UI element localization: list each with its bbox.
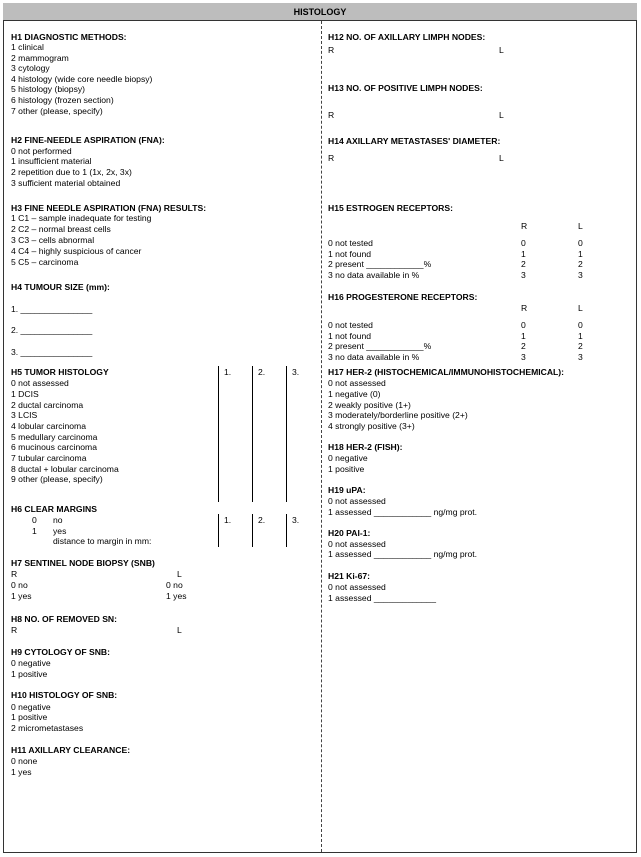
h16-row-label: 0 not tested [328, 320, 373, 330]
h10-item: 0 negative [11, 702, 51, 712]
h13-title: H13 NO. OF POSITIVE LIMPH NODES: [328, 83, 483, 93]
h3-item: 4 C4 – highly suspicious of cancer [11, 246, 142, 256]
h3-item: 3 C3 – cells abnormal [11, 235, 95, 245]
h6-label: yes [53, 526, 67, 536]
h11-item: 0 none [11, 756, 38, 766]
h13-left-label: L [499, 110, 504, 120]
h4-title: H4 TUMOUR SIZE (mm): [11, 282, 110, 292]
h1-item: 1 clinical [11, 42, 44, 52]
h16-left-code: 0 [578, 320, 583, 330]
h17-item: 2 weakly positive (1+) [328, 400, 411, 410]
h13-right-label: R [328, 110, 335, 120]
h21-item: 0 not assessed [328, 582, 386, 592]
h2-item: 1 insufficient material [11, 156, 92, 166]
h5-item: 0 not assessed [11, 378, 69, 388]
h15-row-label: 1 not found [328, 249, 372, 259]
h16-right-code: 2 [521, 341, 526, 351]
h9-title: H9 CYTOLOGY OF SNB: [11, 647, 110, 657]
h7-title: H7 SENTINEL NODE BIOPSY (SNB) [11, 558, 155, 568]
h5-item: 8 ductal + lobular carcinoma [11, 464, 119, 474]
h16-title: H16 PROGESTERONE RECEPTORS: [328, 292, 478, 302]
h17-title: H17 HER-2 (HISTOCHEMICAL/IMMUNOHISTOCHEMICAL): [328, 367, 565, 377]
h5-col-label: 3. [292, 367, 300, 377]
h7-left-option: 1 yes [166, 591, 187, 601]
h10-item: 2 micrometastases [11, 723, 84, 733]
h18-item: 1 positive [328, 464, 365, 474]
h16-row-label: 3 no data available in % [328, 352, 420, 362]
h8-title: H8 NO. OF REMOVED SN: [11, 614, 117, 624]
h12-title: H12 NO. OF AXILLARY LIMPH NODES: [328, 32, 486, 42]
h6-code: 1 [32, 526, 37, 536]
h2-item: 0 not performed [11, 146, 72, 156]
h5-title: H5 TUMOR HISTOLOGY [11, 367, 109, 377]
h7-right-option: 0 no [11, 580, 28, 590]
h5-col-line [286, 366, 287, 502]
form-frame [3, 3, 637, 853]
h5-item: 3 LCIS [11, 410, 38, 420]
h6-col-line [286, 514, 287, 547]
h15-left-code: 2 [578, 259, 583, 269]
h6-col-label: 2. [258, 515, 266, 525]
h19-item: 1 assessed ____________ ng/mg prot. [328, 507, 478, 517]
tumour-size-field[interactable]: 3. _______________ [11, 347, 93, 357]
page-title: HISTOLOGY [3, 3, 637, 21]
h1-item: 5 histology (biopsy) [11, 84, 86, 94]
h18-title: H18 HER-2 (FISH): [328, 442, 403, 452]
h7-left-label: L [177, 569, 182, 579]
h7-right-label: R [11, 569, 18, 579]
h10-item: 1 positive [11, 712, 48, 722]
h5-col-line [252, 366, 253, 502]
h17-item: 1 negative (0) [328, 389, 381, 399]
h15-left-code: 0 [578, 238, 583, 248]
h6-distance: distance to margin in mm: [53, 536, 152, 546]
h19-title: H19 uPA: [328, 485, 366, 495]
h15-right-code: 3 [521, 270, 526, 280]
h9-item: 0 negative [11, 658, 51, 668]
h15-left-code: 3 [578, 270, 583, 280]
h16-left-code: 3 [578, 352, 583, 362]
h10-title: H10 HISTOLOGY OF SNB: [11, 690, 118, 700]
h20-item: 1 assessed ____________ ng/mg prot. [328, 549, 478, 559]
h5-item: 5 medullary carcinoma [11, 432, 98, 442]
h16-right-label: R [521, 303, 528, 313]
h15-row-label: 2 present ____________% [328, 259, 432, 269]
h11-title: H11 AXILLARY CLEARANCE: [11, 745, 131, 755]
h15-row-label: 0 not tested [328, 238, 373, 248]
h12-left-label: L [499, 45, 504, 55]
h1-title: H1 DIAGNOSTIC METHODS: [11, 32, 127, 42]
tumour-size-field[interactable]: 1. _______________ [11, 304, 93, 314]
h1-item: 3 cytology [11, 63, 50, 73]
h15-right-code: 2 [521, 259, 526, 269]
h1-item: 4 histology (wide core needle biopsy) [11, 74, 153, 84]
h6-col-line [252, 514, 253, 547]
h15-row-label: 3 no data available in % [328, 270, 420, 280]
h15-left-code: 1 [578, 249, 583, 259]
h8-right-label: R [11, 625, 18, 635]
h3-item: 5 C5 – carcinoma [11, 257, 79, 267]
h12-right-label: R [328, 45, 335, 55]
column-divider [321, 21, 322, 852]
h18-item: 0 negative [328, 453, 368, 463]
h6-label: no [53, 515, 63, 525]
h11-item: 1 yes [11, 767, 32, 777]
h15-title: H15 ESTROGEN RECEPTORS: [328, 203, 453, 213]
h2-title: H2 FINE-NEEDLE ASPIRATION (FNA): [11, 135, 165, 145]
h16-right-code: 1 [521, 331, 526, 341]
h15-right-code: 0 [521, 238, 526, 248]
h5-item: 6 mucinous carcinoma [11, 442, 97, 452]
h16-left-label: L [578, 303, 583, 313]
h16-row-label: 1 not found [328, 331, 372, 341]
h21-title: H21 Ki-67: [328, 571, 371, 581]
h6-col-label: 3. [292, 515, 300, 525]
h6-col-line [218, 514, 219, 547]
h1-item: 2 mammogram [11, 53, 69, 63]
h5-col-label: 1. [224, 367, 232, 377]
h7-right-option: 1 yes [11, 591, 32, 601]
h19-item: 0 not assessed [328, 496, 386, 506]
h16-row-label: 2 present ____________% [328, 341, 432, 351]
h5-item: 7 tubular carcinoma [11, 453, 87, 463]
h5-col-label: 2. [258, 367, 266, 377]
h2-item: 3 sufficient material obtained [11, 178, 121, 188]
h1-item: 7 other (please, specify) [11, 106, 103, 116]
h2-item: 2 repetition due to 1 (1x, 2x, 3x) [11, 167, 132, 177]
h15-right-code: 1 [521, 249, 526, 259]
h5-col-line [218, 366, 219, 502]
h3-title: H3 FINE NEEDLE ASPIRATION (FNA) RESULTS: [11, 203, 207, 213]
h6-col-label: 1. [224, 515, 232, 525]
h17-item: 3 moderately/borderline positive (2+) [328, 410, 468, 420]
h3-item: 2 C2 – normal breast cells [11, 224, 111, 234]
h21-item: 1 assessed _____________ [328, 593, 436, 603]
h20-item: 0 not assessed [328, 539, 386, 549]
h16-right-code: 0 [521, 320, 526, 330]
tumour-size-field[interactable]: 2. _______________ [11, 325, 93, 335]
h15-right-label: R [521, 221, 528, 231]
h14-title: H14 AXILLARY METASTASES' DIAMETER: [328, 136, 501, 146]
h14-left-label: L [499, 153, 504, 163]
h6-title: H6 CLEAR MARGINS [11, 504, 97, 514]
h15-left-label: L [578, 221, 583, 231]
h16-left-code: 1 [578, 331, 583, 341]
h20-title: H20 PAI-1: [328, 528, 371, 538]
h7-left-option: 0 no [166, 580, 183, 590]
h5-item: 1 DCIS [11, 389, 39, 399]
h9-item: 1 positive [11, 669, 48, 679]
h3-item: 1 C1 – sample inadequate for testing [11, 213, 152, 223]
h17-item: 4 strongly positive (3+) [328, 421, 415, 431]
h5-item: 4 lobular carcinoma [11, 421, 86, 431]
h17-item: 0 not assessed [328, 378, 386, 388]
h16-right-code: 3 [521, 352, 526, 362]
h14-right-label: R [328, 153, 335, 163]
h6-code: 0 [32, 515, 37, 525]
h8-left-label: L [177, 625, 182, 635]
h16-left-code: 2 [578, 341, 583, 351]
h1-item: 6 histology (frozen section) [11, 95, 114, 105]
h5-item: 2 ductal carcinoma [11, 400, 84, 410]
h5-item: 9 other (please, specify) [11, 474, 103, 484]
